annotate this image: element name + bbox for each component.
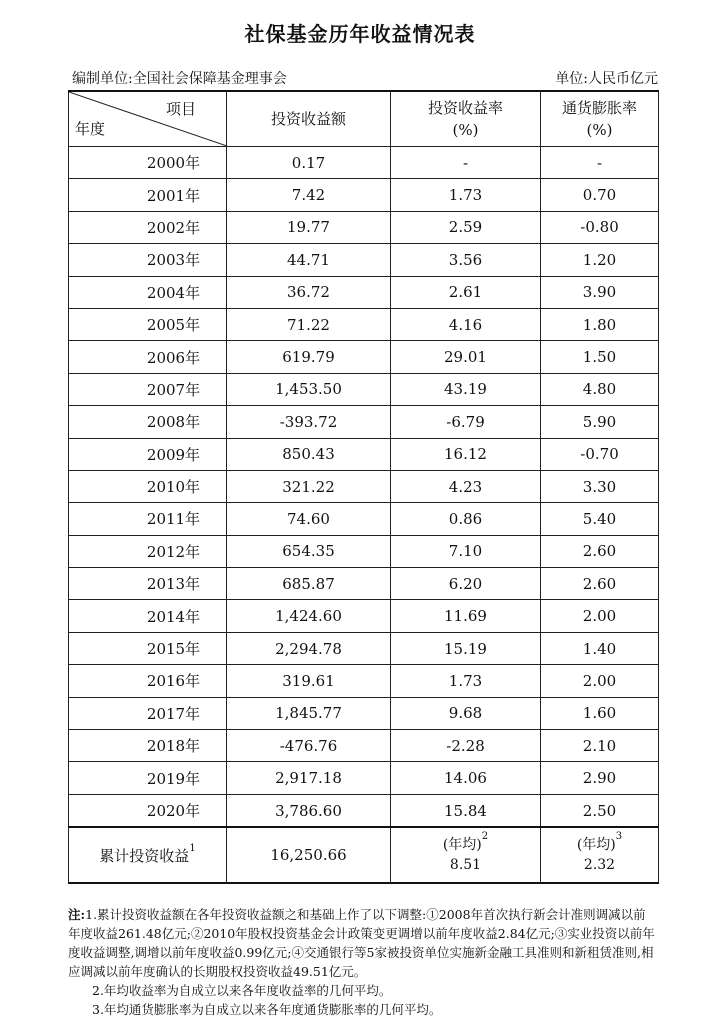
- cell-year: 2014年: [69, 600, 227, 632]
- footnote-3: 3.年均通货膨胀率为自成立以来各年度通货膨胀率的几何平均。: [92, 1002, 442, 1017]
- table-row: [69, 147, 659, 179]
- total-inflation-value: 2.32: [583, 857, 616, 874]
- cell-rate: -2.28: [391, 730, 541, 762]
- header-rate: [391, 91, 541, 147]
- cell-rate: -: [391, 147, 541, 179]
- header-inflation-line2: (%): [586, 121, 613, 139]
- cell-rate: 0.86: [391, 503, 541, 535]
- cell-year: 2004年: [69, 276, 227, 308]
- cell-year: 2018年: [69, 730, 227, 762]
- cell-year: 2007年: [69, 373, 227, 405]
- cell-inflation: -0.70: [541, 438, 659, 470]
- cell-inflation: 1.40: [541, 632, 659, 664]
- cell-inflation: 2.50: [541, 794, 659, 827]
- footnote-2: 2.年均收益率为自成立以来各年度收益率的几何平均。: [92, 983, 392, 998]
- table-row: [69, 600, 659, 632]
- footnote-1: [68, 905, 658, 981]
- total-row: [69, 827, 659, 883]
- cell-amount: 1,453.50: [227, 373, 391, 405]
- cell-inflation: 2.10: [541, 730, 659, 762]
- header-amount: 投资收益额: [227, 91, 391, 147]
- cell-year: 2006年: [69, 341, 227, 373]
- cell-rate: 11.69: [391, 600, 541, 632]
- cell-amount: 619.79: [227, 341, 391, 373]
- unit-label: 单位:人民币亿元: [555, 71, 658, 87]
- cell-amount: 1,845.77: [227, 697, 391, 729]
- cell-inflation: 5.40: [541, 503, 659, 535]
- cell-year: 2015年: [69, 632, 227, 664]
- header-inflation: [541, 91, 659, 147]
- table-row: [69, 535, 659, 567]
- total-inflation-label: (年均): [576, 837, 616, 854]
- cell-amount: 19.77: [227, 211, 391, 243]
- cell-amount: 7.42: [227, 179, 391, 211]
- cell-year: 2013年: [69, 568, 227, 600]
- cell-year: 2000年: [69, 147, 227, 179]
- cell-amount: 1,424.60: [227, 600, 391, 632]
- cell-rate: 4.16: [391, 308, 541, 340]
- cell-year: 2017年: [69, 697, 227, 729]
- cell-year: 2001年: [69, 179, 227, 211]
- total-inflation-sup: 3: [615, 831, 623, 843]
- returns-table: [68, 90, 659, 884]
- cell-rate: 2.59: [391, 211, 541, 243]
- cell-inflation: 2.90: [541, 762, 659, 794]
- table-row: [69, 665, 659, 697]
- cell-rate: 1.73: [391, 665, 541, 697]
- cell-inflation: 3.30: [541, 470, 659, 502]
- cell-inflation: 2.60: [541, 535, 659, 567]
- cell-amount: 0.17: [227, 147, 391, 179]
- cell-rate: -6.79: [391, 406, 541, 438]
- cell-year: 2009年: [69, 438, 227, 470]
- table-row: [69, 179, 659, 211]
- table-row: [69, 632, 659, 664]
- table-row: [69, 568, 659, 600]
- total-label-cell: [69, 827, 227, 883]
- cell-inflation: 2.00: [541, 600, 659, 632]
- cell-year: 2003年: [69, 244, 227, 276]
- page-title: 社保基金历年收益情况表: [244, 22, 476, 46]
- cell-amount: 685.87: [227, 568, 391, 600]
- cell-amount: 74.60: [227, 503, 391, 535]
- cell-amount: -393.72: [227, 406, 391, 438]
- cell-year: 2010年: [69, 470, 227, 502]
- cell-inflation: 2.60: [541, 568, 659, 600]
- table-row: [69, 470, 659, 502]
- cell-amount: 654.35: [227, 535, 391, 567]
- cell-rate: 15.84: [391, 794, 541, 827]
- total-rate-cell: [391, 827, 541, 883]
- cell-rate: 15.19: [391, 632, 541, 664]
- total-rate-sup: 2: [481, 831, 489, 843]
- cell-amount: 3,786.60: [227, 794, 391, 827]
- cell-amount: 71.22: [227, 308, 391, 340]
- cell-rate: 29.01: [391, 341, 541, 373]
- header-item-label: 项目: [165, 100, 196, 118]
- header-rate-line2: (%): [452, 121, 479, 139]
- cell-amount: 321.22: [227, 470, 391, 502]
- table-row: [69, 697, 659, 729]
- cell-year: 2002年: [69, 211, 227, 243]
- cell-year: 2020年: [69, 794, 227, 827]
- table-row: [69, 211, 659, 243]
- note-label: 注:: [68, 907, 86, 922]
- header-rate-line1: 投资收益率: [427, 99, 503, 117]
- table-row: [69, 503, 659, 535]
- cell-rate: 4.23: [391, 470, 541, 502]
- cell-rate: 9.68: [391, 697, 541, 729]
- cell-inflation: -: [541, 147, 659, 179]
- cell-amount: -476.76: [227, 730, 391, 762]
- table-row: [69, 794, 659, 827]
- cell-amount: 44.71: [227, 244, 391, 276]
- table-row: [69, 762, 659, 794]
- total-amount: 16,250.66: [227, 827, 391, 883]
- cell-year: 2011年: [69, 503, 227, 535]
- cell-inflation: 1.80: [541, 308, 659, 340]
- cell-rate: 14.06: [391, 762, 541, 794]
- table-row: [69, 341, 659, 373]
- table-row: [69, 244, 659, 276]
- table-row: [69, 373, 659, 405]
- total-inflation-cell: [541, 827, 659, 883]
- cell-year: 2005年: [69, 308, 227, 340]
- table-row: [69, 276, 659, 308]
- cell-rate: 2.61: [391, 276, 541, 308]
- total-label-sup: 1: [189, 842, 196, 854]
- cell-inflation: 0.70: [541, 179, 659, 211]
- header-diagonal-cell: [69, 91, 227, 147]
- cell-year: 2019年: [69, 762, 227, 794]
- cell-year: 2012年: [69, 535, 227, 567]
- cell-amount: 319.61: [227, 665, 391, 697]
- footnote-1-text: 1.累计投资收益额在各年投资收益额之和基础上作了以下调整:①2008年首次执行新会计准则调减以前年度收益261.48亿元;②2010年股权投资基金会计政策变更调增以前年度收益2.84亿元;③实业投资以前年度收益调整,调增以前年度收益0.99亿元;④交通银行等5家被投资单位实施新金融工具准则和新租赁准则,相应调减以前年度确认的长期股权投资收益49.51亿元。: [68, 907, 655, 979]
- cell-inflation: 1.50: [541, 341, 659, 373]
- total-rate-value: 8.51: [449, 857, 482, 874]
- cell-rate: 7.10: [391, 535, 541, 567]
- cell-amount: 2,294.78: [227, 632, 391, 664]
- cell-inflation: 2.00: [541, 665, 659, 697]
- table-row: [69, 406, 659, 438]
- header-year-label: 年度: [75, 120, 106, 138]
- cell-rate: 43.19: [391, 373, 541, 405]
- compiler-label: 编制单位:全国社会保障基金理事会: [72, 71, 287, 87]
- cell-rate: 6.20: [391, 568, 541, 600]
- total-rate-label: (年均): [442, 837, 482, 854]
- cell-inflation: 5.90: [541, 406, 659, 438]
- cell-inflation: 1.20: [541, 244, 659, 276]
- cell-year: 2008年: [69, 406, 227, 438]
- total-label: 累计投资收益: [99, 846, 190, 865]
- cell-amount: 2,917.18: [227, 762, 391, 794]
- cell-amount: 850.43: [227, 438, 391, 470]
- cell-inflation: -0.80: [541, 211, 659, 243]
- table-body: [69, 147, 659, 828]
- table-row: [69, 438, 659, 470]
- table-row: [69, 730, 659, 762]
- table-row: [69, 308, 659, 340]
- cell-rate: 3.56: [391, 244, 541, 276]
- cell-amount: 36.72: [227, 276, 391, 308]
- footnotes: [68, 905, 658, 1019]
- cell-inflation: 1.60: [541, 697, 659, 729]
- cell-rate: 16.12: [391, 438, 541, 470]
- cell-inflation: 3.90: [541, 276, 659, 308]
- cell-year: 2016年: [69, 665, 227, 697]
- cell-rate: 1.73: [391, 179, 541, 211]
- cell-inflation: 4.80: [541, 373, 659, 405]
- header-inflation-line1: 通货膨胀率: [561, 99, 637, 117]
